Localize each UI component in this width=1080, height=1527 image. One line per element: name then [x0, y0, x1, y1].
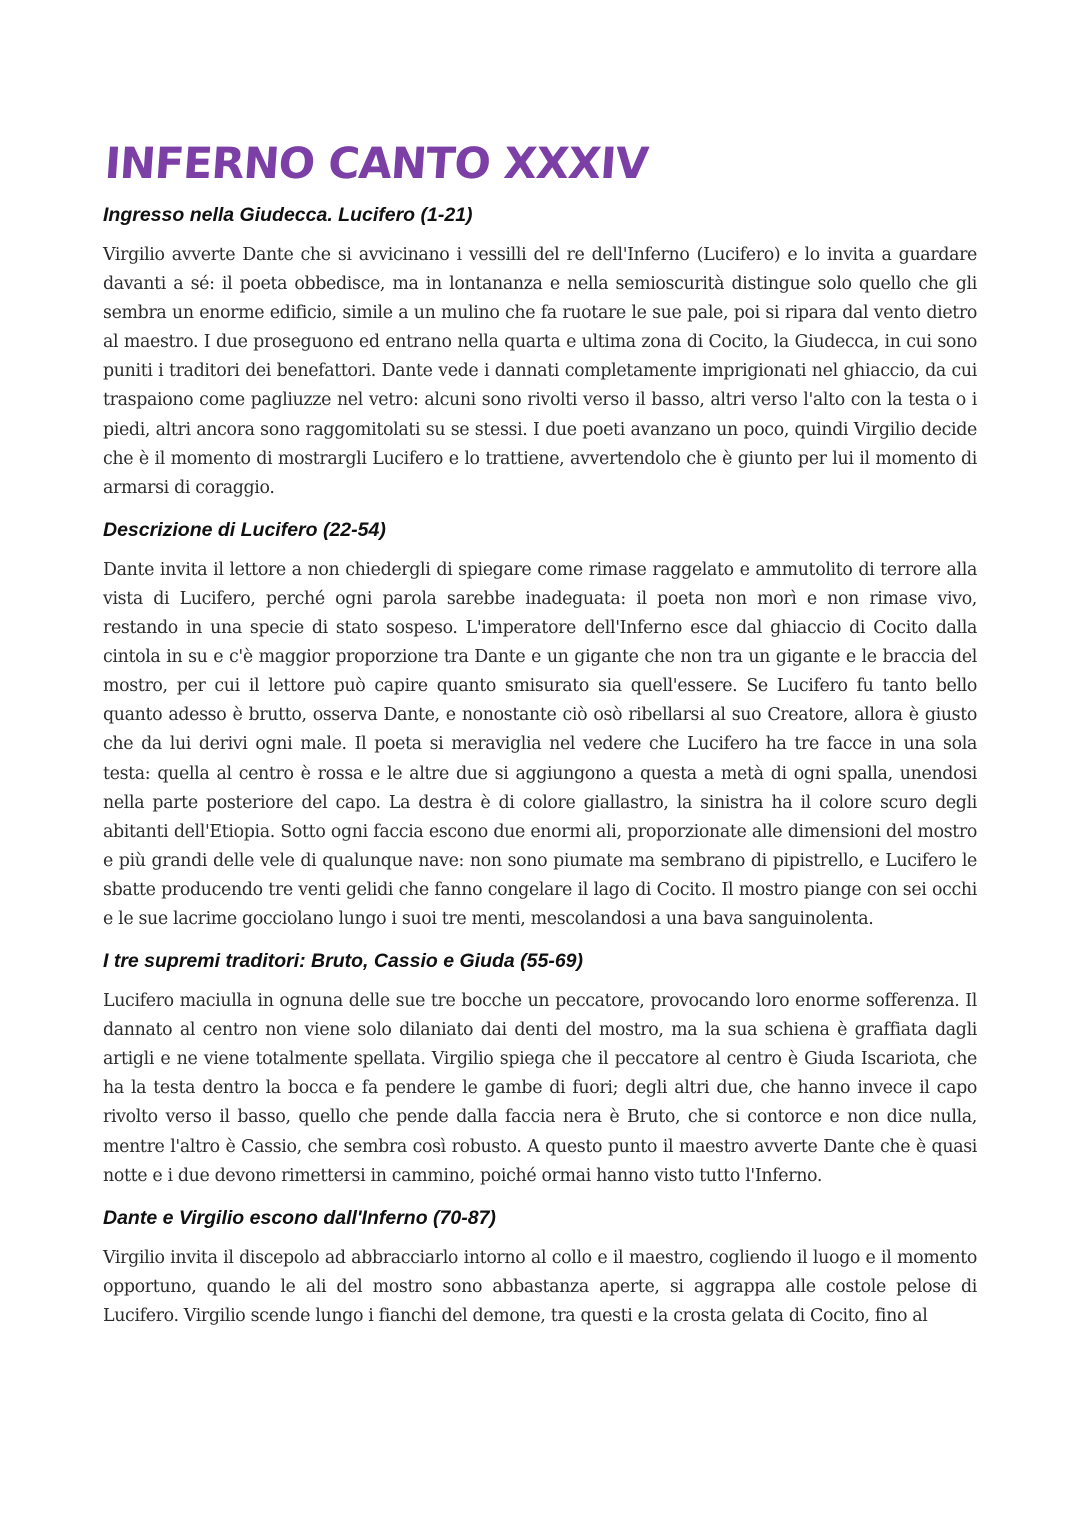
- section-heading: I tre supremi traditori: Bruto, Cassio e Giuda (55-69): [103, 950, 584, 973]
- section-body: Lucifero maciulla in ognuna delle sue tre bocche un peccatore, provocando loro enorme sofferenza. Il dannato al centro non viene solo dilaniato dai denti del mostro, ma la sua schiena è graffiata dagli artigli e ne viene totalmente spellata. Virgilio spiega che il peccatore al centro è Giuda Iscariota, che ha la testa dentro la bocca e fa pendere le gambe di fuori; degli altri due, che hanno invece il capo rivolto verso il basso, quello che pende dalla faccia nera è Bruto, che si contorce e non dice nulla, mentre l'altro è Cassio, che sembra così robusto. A questo punto il maestro avverte Dante che è quasi notte e i due devono rimettersi in cammino, poiché ormai hanno visto tutto l'Inferno.: [103, 991, 977, 1186]
- section-descrizione-lucifero: [103, 517, 977, 934]
- section-heading: Ingresso nella Giudecca. Lucifero (1-21): [103, 204, 473, 226]
- document-page: [103, 138, 977, 1345]
- section-heading: Descrizione di Lucifero (22-54): [103, 518, 386, 541]
- section-ingresso-giudecca: [103, 202, 977, 503]
- section-tre-traditori: [103, 948, 977, 1191]
- section-body: Virgilio invita il discepolo ad abbracciarlo intorno al collo e il maestro, cogliendo il luogo e il momento opportuno, quando le ali del mostro sono abbastanza aperte, si aggrappa alle costole pelose di Lucifero. Virgilio scende lungo i fianchi del demone, tra questi e la crosta gelata di Cocito, fino al: [103, 1247, 977, 1326]
- section-heading: Dante e Virgilio escono dall'Inferno (70-87): [103, 1206, 496, 1229]
- section-body: Dante invita il lettore a non chiedergli di spiegare come rimase raggelato e ammutolito di terrore alla vista di Lucifero, perché ogni parola sarebbe inadeguata: il poeta non morì e non rimase vivo, restando in una specie di stato sospeso. L'imperatore dell'Inferno esce dal ghiaccio di Cocito dalla cintola in su e c'è maggior proporzione tra Dante e un gigante che non tra un gigante e le braccia del mostro, per cui il lettore può capire quanto smisurato sia quell'essere. Se Lucifero fu tanto bello quanto adesso è brutto, osserva Dante, e nonostante ciò osò ribellarsi al suo Creatore, allora è giusto che da lui derivi ogni male. Il poeta si meraviglia nel vedere che Lucifero ha tre facce in una sola testa: quella al centro è rossa e le altre due si aggiungono a questa a metà di ogni spalla, unendosi nella parte posteriore del capo. La destra è di colore giallastro, la sinistra ha il colore scuro degli abitanti dell'Etiopia. Sotto ogni faccia escono due enormi ali, proporzionate alle dimensioni del mostro e più grandi delle vele di qualunque nave: non sono piumate ma sembrano di pipistrello, e Lucifero le sbatte producendo tre venti gelidi che fanno congelare il lago di Cocito. Il mostro piange con sei occhi e le sue lacrime gocciolano lungo i suoi tre menti, mescolandosi a una bava sanguinolenta.: [103, 559, 977, 929]
- section-body: Virgilio avverte Dante che si avvicinano i vessilli del re dell'Inferno (Lucifero) e lo invita a guardare davanti a sé: il poeta obbedisce, ma in lontananza e nella semioscurità distingue solo quello che gli sembra un enorme edificio, simile a un mulino che fa ruotare le sue pale, poi si ripara dal vento dietro al maestro. I due proseguono ed entrano nella quarta e ultima zona di Cocito, la Giudecca, in cui sono puniti i traditori dei benefattori. Dante vede i dannati completamente imprigionati nel ghiaccio, da cui traspaiono come pagliuzze nel vetro: alcuni sono rivolti verso il basso, altri verso l'alto con la testa o i piedi, altri ancora sono raggomitolati su se stessi. I due poeti avanzano un poco, quindi Virgilio decide che è il momento di mostrargli Lucifero e lo trattiene, avvertendolo che è giunto per lui il momento di armarsi di coraggio.: [103, 245, 977, 498]
- section-escono-inferno: [103, 1205, 977, 1331]
- document-title: INFERNO CANTO XXXIV: [103, 139, 650, 189]
